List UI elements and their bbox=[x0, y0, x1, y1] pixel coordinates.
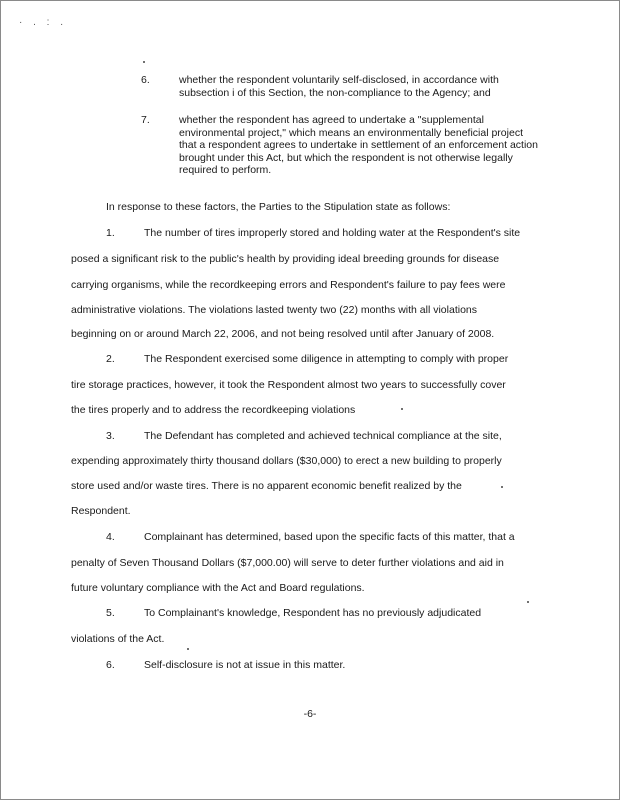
paragraph-line: Complainant has determined, based upon the specific facts of this matter, that a bbox=[144, 531, 515, 543]
paragraph-line: The Respondent exercised some diligence in attempting to comply with proper bbox=[144, 353, 509, 365]
paragraph-line: the tires properly and to address the recordkeeping violations bbox=[71, 404, 356, 416]
sub-item bbox=[141, 114, 541, 177]
scan-dot bbox=[401, 408, 403, 410]
paragraph-line: carrying organisms, while the recordkeeping errors and Respondent's failure to pay fees were bbox=[71, 279, 506, 291]
paragraph-line: The Defendant has completed and achieved technical compliance at the site, bbox=[144, 430, 502, 442]
sub-item-text: whether the respondent voluntarily self-disclosed, in accordance with subsection i of this Section, the non-compliance to the Agency; and bbox=[179, 74, 499, 99]
paragraph-line: violations of the Act. bbox=[71, 633, 165, 645]
paragraph-line: The number of tires improperly stored and holding water at the Respondent's site bbox=[144, 227, 521, 239]
paragraph-line: Respondent. bbox=[71, 505, 131, 517]
paragraph-number: 1. bbox=[106, 227, 115, 239]
sub-item-text: whether the respondent has agreed to undertake a "supplemental environmental project," which means an environmentally beneficial project that a respondent agrees to undertake in settlement of an enforcement action brought under this Act, but which the respondent is not otherwise legally required to perform. bbox=[179, 114, 538, 176]
scan-dot bbox=[527, 601, 529, 603]
paragraph-line: To Complainant's knowledge, Respondent has no previously adjudicated bbox=[144, 607, 482, 619]
sub-item bbox=[141, 74, 541, 99]
paragraph-line: Self-disclosure is not at issue in this matter. bbox=[144, 659, 346, 671]
paragraph-number: 2. bbox=[106, 353, 115, 365]
paragraph-line: penalty of Seven Thousand Dollars ($7,000.00) will serve to deter further violations and aid in bbox=[71, 557, 504, 569]
scan-dot bbox=[143, 61, 145, 63]
sub-item-number: 6. bbox=[141, 74, 150, 86]
paragraph-line: future voluntary compliance with the Act and Board regulations. bbox=[71, 582, 365, 594]
intro-text: In response to these factors, the Parties to the Stipulation state as follows: bbox=[106, 201, 451, 213]
scan-dot bbox=[501, 486, 503, 488]
paragraph-number: 4. bbox=[106, 531, 115, 543]
paragraph-line: tire storage practices, however, it took the Respondent almost two years to successfully cover bbox=[71, 379, 506, 391]
paragraph-line: store used and/or waste tires. There is no apparent economic benefit realized by the bbox=[71, 480, 462, 492]
sub-item-number: 7. bbox=[141, 114, 150, 126]
paragraph-number: 3. bbox=[106, 430, 115, 442]
page-number: -6- bbox=[303, 708, 317, 720]
paragraph-line: posed a significant risk to the public's health by providing ideal breeding grounds for disease bbox=[71, 253, 500, 265]
paragraph-number: 6. bbox=[106, 659, 115, 671]
paragraph-number: 5. bbox=[106, 607, 115, 619]
scan-dot bbox=[187, 648, 189, 650]
paragraph-line: expending approximately thirty thousand dollars ($30,000) to erect a new building to properly bbox=[71, 455, 502, 467]
paragraph-line: beginning on or around March 22, 2006, and not being resolved until after January of 2008. bbox=[71, 328, 495, 340]
paragraph-line: administrative violations. The violations lasted twenty two (22) months with all violations bbox=[71, 304, 477, 316]
scan-speck: · . : . bbox=[19, 17, 67, 28]
